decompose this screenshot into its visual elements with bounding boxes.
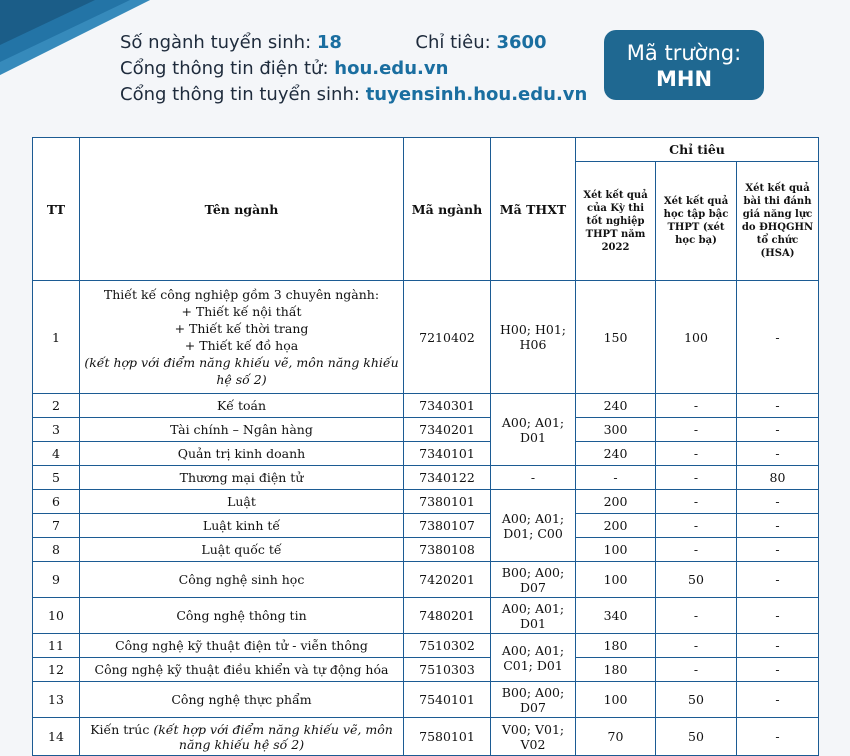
cell-q1: 100 — [576, 682, 656, 718]
cell-combo: B00; A00; D07 — [491, 562, 576, 598]
cell-q3: - — [737, 490, 819, 514]
cell-q2: 100 — [656, 281, 737, 394]
cell-q2: - — [656, 466, 737, 490]
cell-q3: - — [737, 418, 819, 442]
cell-code: 7210402 — [404, 281, 491, 394]
name-note: (kết hợp với điểm năng khiếu vẽ, môn năng khiếu hệ số 2) — [153, 721, 393, 752]
cell-code: 7510303 — [404, 658, 491, 682]
admission-portal-label: Cổng thông tin tuyển sinh: — [120, 84, 360, 105]
cell-code: 7420201 — [404, 562, 491, 598]
cell-name: Tài chính – Ngân hàng — [80, 418, 404, 442]
cell-combo: A00; A01; C01; D01 — [491, 634, 576, 682]
cell-combo: - — [491, 466, 576, 490]
cell-name: Công nghệ thực phẩm — [80, 682, 404, 718]
cell-name: Luật kinh tế — [80, 514, 404, 538]
cell-code: 7380101 — [404, 490, 491, 514]
header-tt: TT — [33, 138, 80, 281]
cell-q2: - — [656, 442, 737, 466]
table-row — [33, 418, 819, 442]
name-note: (kết hợp với điểm năng khiếu vẽ, môn năng khiếu hệ số 2) — [84, 355, 399, 387]
cell-q2: - — [656, 394, 737, 418]
cell-name: Công nghệ kỹ thuật điện tử - viễn thông — [80, 634, 404, 658]
cell-tt: 11 — [33, 634, 80, 658]
portal-label: Cổng thông tin điện tử: — [120, 58, 329, 79]
cell-name: Quản trị kinh doanh — [80, 442, 404, 466]
cell-q3: - — [737, 598, 819, 634]
name-sub: + Thiết kế đồ họa — [184, 338, 299, 353]
cell-tt: 2 — [33, 394, 80, 418]
cell-q2: - — [656, 538, 737, 562]
cell-q1: 240 — [576, 394, 656, 418]
cell-q3: - — [737, 442, 819, 466]
cell-q2: - — [656, 634, 737, 658]
admission-table — [32, 137, 819, 756]
cell-q2: - — [656, 514, 737, 538]
cell-tt: 3 — [33, 418, 80, 442]
header-code: Mã ngành — [404, 138, 491, 281]
table-row — [33, 634, 819, 658]
cell-q1: 100 — [576, 538, 656, 562]
cell-q1: 180 — [576, 634, 656, 658]
cell-q3: - — [737, 562, 819, 598]
cell-q1: 240 — [576, 442, 656, 466]
cell-tt: 10 — [33, 598, 80, 634]
header-quota: Chỉ tiêu — [576, 138, 819, 162]
table-row — [33, 490, 819, 514]
cell-code: 7380107 — [404, 514, 491, 538]
cell-q2: 50 — [656, 682, 737, 718]
quota-label: Chỉ tiêu: — [415, 32, 491, 53]
table-row — [33, 658, 819, 682]
info-line-2 — [120, 56, 587, 82]
name-title: Kiến trúc — [90, 721, 150, 737]
cell-name: Công nghệ kỹ thuật điều khiển và tự động hóa — [80, 658, 404, 682]
cell-q3: - — [737, 514, 819, 538]
table-row — [33, 466, 819, 490]
header-quota-transcript: Xét kết quả học tập bậc THPT (xét học bạ) — [656, 162, 737, 281]
cell-q2: - — [656, 658, 737, 682]
cell-code: 7340301 — [404, 394, 491, 418]
cell-tt: 12 — [33, 658, 80, 682]
cell-q3: - — [737, 718, 819, 756]
cell-code: 7340122 — [404, 466, 491, 490]
portal-link[interactable]: hou.edu.vn — [334, 58, 449, 79]
cell-q1: 200 — [576, 490, 656, 514]
cell-tt: 9 — [33, 562, 80, 598]
cell-name: Công nghệ sinh học — [80, 562, 404, 598]
header-quota-hsa: Xét kết quả bài thi đánh giá năng lực do ĐHQGHN tổ chức (HSA) — [737, 162, 819, 281]
table-row — [33, 442, 819, 466]
cell-q1: 340 — [576, 598, 656, 634]
cell-q2: - — [656, 490, 737, 514]
cell-q3: - — [737, 634, 819, 658]
admission-portal-link[interactable]: tuyensinh.hou.edu.vn — [365, 84, 588, 105]
name-sub: + Thiết kế thời trang — [174, 321, 309, 336]
header-name: Tên ngành — [80, 138, 404, 281]
cell-code: 7480201 — [404, 598, 491, 634]
table-row — [33, 394, 819, 418]
school-code-label: Mã trường: — [626, 41, 742, 65]
cell-code: 7340101 — [404, 442, 491, 466]
cell-q2: 50 — [656, 718, 737, 756]
table-row — [33, 514, 819, 538]
header-combo: Mã THXT — [491, 138, 576, 281]
cell-tt: 1 — [33, 281, 80, 394]
info-line-3 — [120, 82, 587, 108]
cell-q2: - — [656, 598, 737, 634]
cell-combo: A00; A01; D01 — [491, 598, 576, 634]
table-row — [33, 682, 819, 718]
cell-combo: A00; A01; D01; C00 — [491, 490, 576, 562]
cell-q1: 150 — [576, 281, 656, 394]
cell-q1: 70 — [576, 718, 656, 756]
school-code-value: MHN — [655, 67, 713, 91]
cell-combo: H00; H01; H06 — [491, 281, 576, 394]
cell-combo: B00; A00; D07 — [491, 682, 576, 718]
cell-q3: 80 — [737, 466, 819, 490]
cell-q3: - — [737, 281, 819, 394]
cell-tt: 8 — [33, 538, 80, 562]
cell-tt: 14 — [33, 718, 80, 756]
cell-tt: 13 — [33, 682, 80, 718]
cell-q1: 180 — [576, 658, 656, 682]
info-line-1 — [120, 30, 587, 56]
cell-tt: 5 — [33, 466, 80, 490]
cell-tt: 6 — [33, 490, 80, 514]
cell-name: Kế toán — [80, 394, 404, 418]
header-quota-exam: Xét kết quả của Kỳ thi tốt nghiệp THPT năm 2022 — [576, 162, 656, 281]
table-row — [33, 281, 819, 394]
cell-name: Luật — [80, 490, 404, 514]
cell-q1: 300 — [576, 418, 656, 442]
cell-code: 7380108 — [404, 538, 491, 562]
cell-q2: 50 — [656, 562, 737, 598]
table-row — [33, 598, 819, 634]
quota-value: 3600 — [496, 32, 547, 53]
cell-code: 7580101 — [404, 718, 491, 756]
cell-q1: - — [576, 466, 656, 490]
cell-q2: - — [656, 418, 737, 442]
majors-label: Số ngành tuyển sinh: — [120, 32, 312, 53]
cell-name — [80, 718, 404, 756]
cell-name: Công nghệ thông tin — [80, 598, 404, 634]
cell-q1: 100 — [576, 562, 656, 598]
majors-value: 18 — [316, 32, 342, 53]
cell-q3: - — [737, 658, 819, 682]
name-title: Thiết kế công nghiệp gồm 3 chuyên ngành: — [103, 287, 380, 302]
name-sub: + Thiết kế nội thất — [181, 304, 302, 319]
admission-info — [120, 30, 587, 108]
cell-q3: - — [737, 682, 819, 718]
cell-name: Thương mại điện tử — [80, 466, 404, 490]
cell-code: 7540101 — [404, 682, 491, 718]
cell-tt: 7 — [33, 514, 80, 538]
cell-combo: V00; V01; V02 — [491, 718, 576, 756]
school-code-badge — [604, 30, 764, 100]
cell-name — [80, 281, 404, 394]
table-row — [33, 562, 819, 598]
cell-combo: A00; A01; D01 — [491, 394, 576, 466]
table-row — [33, 718, 819, 756]
cell-code: 7510302 — [404, 634, 491, 658]
table-row — [33, 538, 819, 562]
cell-name: Luật quốc tế — [80, 538, 404, 562]
cell-q3: - — [737, 394, 819, 418]
cell-tt: 4 — [33, 442, 80, 466]
cell-q1: 200 — [576, 514, 656, 538]
cell-q3: - — [737, 538, 819, 562]
cell-code: 7340201 — [404, 418, 491, 442]
